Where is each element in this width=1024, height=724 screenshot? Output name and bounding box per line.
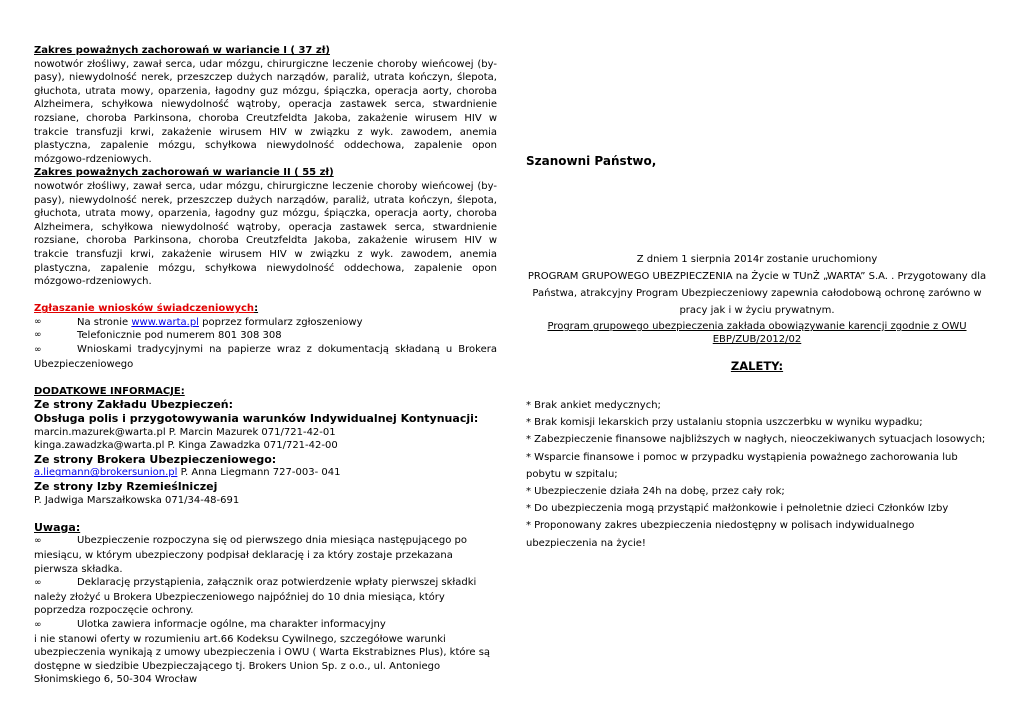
advantage-item: * Ubezpieczenie działa 24h na dobę, przez cały rok; [526, 486, 785, 498]
claims-item-website [34, 316, 497, 330]
broker-contact [34, 466, 497, 480]
claims-item3: Wnioskami tradycyjnymi na papierze wraz z dokumentacją składaną u Brokera Ubezpieczeniowego [34, 344, 497, 370]
chamber-contact: P. Jadwiga Marszałkowska 071/34-48-691 [34, 494, 240, 506]
advantages-heading: ZALETY: [730, 359, 784, 373]
claims-item1-prefix: Na stronie [77, 316, 132, 328]
waiting-period-line-2: EBP/ZUB/2012/02 [712, 334, 802, 345]
advantage-item: * Brak komisji lekarskich przy ustalaniu stopnia uszczerbku w wyniku wypadku; [526, 417, 923, 429]
note-1 [34, 534, 497, 576]
broker-email-link[interactable]: a.liegmann@brokersunion.pl [34, 467, 178, 479]
insurer-heading: Ze strony Zakładu Ubezpieczeń: [34, 398, 234, 412]
advantage-item: * Brak ankiet medycznych; [526, 400, 661, 411]
intro-line-2: PROGRAM GRUPOWEGO UBEZPIECZENIA na Życie w TUnŻ „WARTA” S.A. . Przygotowany dla [527, 271, 987, 282]
note-2 [34, 576, 497, 618]
infinity-bullet-icon: ∞ [34, 578, 42, 589]
infinity-bullet-icon: ∞ [34, 330, 42, 341]
infinity-bullet-icon: ∞ [34, 345, 42, 356]
advantage-item: * Wsparcie finansowe i pomoc w przypadku wystąpienia poważnego zachorowania lub pobytu w szpitalu; [526, 451, 958, 480]
intro-paragraph [526, 251, 988, 319]
broker-heading: Ze strony Brokera Ubezpieczeniowego: [34, 452, 277, 466]
note3-text: Ulotka zawiera informacje ogólne, ma charakter informacyjny [77, 618, 386, 630]
variant2-text: nowotwór złośliwy, zawał serca, udar mózgu, chirurgiczne leczenie choroby wieńcowej (by-pasy), niewydolność nerek, przeszczep dużych narządów, paraliż, utrata kończyn, ślepota, głuchota, utrata mowy, oparzenia, łagodny guz mózgu, śpiączka, operacja aorty, choroba Alzheimera, schyłkowa niewydolność wątroby, operacja zastawek serca, stwardnienie rozsiane, choroba Parkinsona, choroba Creutzfeldta Jakoba, zakażenie wirusem HIV w trakcie transfuzji krwi, zakażenie wirusem HIV w związku z wyk. zawodem, anemia plastyczna, zapalenie mózgu, schyłkowa niewydolność oddechowa, zapalenie opon mózgowo-rdzeniowych. [34, 180, 497, 288]
warta-website-link[interactable]: www.warta.pl [131, 316, 199, 328]
claims-item2: Telefonicznie pod numerem 801 308 308 [77, 330, 282, 342]
left-column [34, 44, 497, 687]
claims-item-phone [34, 329, 497, 343]
broker-contact-rest: P. Anna Liegmann 727-003- 041 [177, 467, 341, 479]
claims-heading-colon: : [254, 303, 259, 315]
notes-heading: Uwaga: [34, 520, 81, 534]
variant1-text: nowotwór złośliwy, zawał serca, udar mózgu, chirurgiczne leczenie choroby wieńcowej (by-pasy), niewydolność nerek, przeszczep dużych narządów, paraliż, utrata kończyn, ślepota, głuchota, utrata mowy, oparzenia, łagodny guz mózgu, śpiączka, operacja aorty, choroba Alzheimera, schyłkowa niewydolność wątroby, operacja zastawek serca, stwardnienie rozsiane, choroba Parkinsona, choroba Creutzfeldta Jakoba, zakażenie wirusem HIV w trakcie transfuzji krwi, zakażenie wirusem HIV w związku z wyk. zawodem, anemia plastyczna, zapalenie mózgu, schyłkowa niewydolność oddechowa, zapalenie opon mózgowo-rdzeniowych. [34, 58, 497, 165]
infinity-bullet-icon: ∞ [34, 619, 42, 630]
note1-text: Ubezpieczenie rozpoczyna się od pierwszego dnia miesiąca następującego po [77, 535, 467, 547]
advantage-item: * Do ubezpieczenia mogą przystąpić małżonkowie i pełnoletnie dzieci Członków Izby [526, 503, 949, 515]
greeting: Szanowni Państwo, [526, 154, 657, 168]
contact-mazurek: marcin.mazurek@warta.pl P. Marcin Mazurek 071/721-42-01 [34, 426, 336, 438]
variant1-heading: Zakres poważnych zachorowań w wariancie I ( 37 zł) [34, 45, 330, 56]
policies-heading: Obsługa polis i przygotowywania warunków Indywidualnej Kontynuacji: [34, 412, 479, 426]
claims-heading-row [34, 302, 497, 316]
right-column [526, 150, 988, 552]
contact-zawadzka: kinga.zawadzka@warta.pl P. Kinga Zawadzka 071/721-42-00 [34, 440, 338, 452]
advantages-list [526, 397, 988, 552]
note2-continuation: należy złożyć u Brokera Ubezpieczeniowego najpóźniej do 10 dnia miesiąca, który poprzedza rozpoczęcie ochrony. [34, 591, 445, 617]
claims-item1-suffix: poprzez formularz zgłoszeniowy [198, 316, 363, 328]
variant2-heading: Zakres poważnych zachorowań w wariancie II ( 55 zł) [34, 167, 334, 179]
intro-line-4: pracy jak i w życiu prywatnym. [679, 305, 835, 316]
intro-line-1: Z dniem 1 sierpnia 2014r zostanie uruchomiony [636, 254, 878, 265]
infinity-bullet-icon: ∞ [34, 536, 42, 547]
claims-item-paper [34, 343, 497, 371]
note3-continuation: i nie stanowi oferty w rozumieniu art.66 Kodeksu Cywilnego, szczegółowe warunki ubezpieczenia wynikają z umowy ubezpieczenia i OWU ( Warta Ekstrabiznes Plus), które są dostępne w siedzibie Ubezpieczającego tj. Brokers Union Sp. z o.o., ul. Antoniego Słonimskiego 6, 50-304 Wrocław [34, 633, 491, 686]
advantage-item: * Proponowany zakres ubezpieczenia niedostępny w polisach indywidualnego ubezpieczenia na życie! [526, 520, 915, 549]
waiting-period-line-1: Program grupowego ubezpieczenia zakłada obowiązywanie karencji zgodnie z OWU [547, 321, 967, 332]
note2-text: Deklarację przystąpienia, załącznik oraz potwierdzenie wpłaty pierwszej składki [77, 577, 477, 589]
infinity-bullet-icon: ∞ [34, 316, 42, 327]
note-3 [34, 618, 497, 687]
additional-info-heading: DODATKOWE INFORMACJE: [34, 385, 185, 397]
note1-continuation: miesiącu, w którym ubezpieczony podpisał deklarację i za który zostaje przekazana pierwsza składka. [34, 549, 453, 575]
intro-line-3: Państwa, atrakcyjny Program Ubezpieczeniowy zapewnia całodobową ochronę zarówno w [532, 288, 982, 299]
advantage-item: * Zabezpieczenie finansowe najbliższych w nagłych, nieoczekiwanych sytuacjach losowych; [526, 434, 986, 446]
claims-heading: Zgłaszanie wniosków świadczeniowych [34, 303, 255, 315]
chamber-heading: Ze strony Izby Rzemieślniczej [34, 480, 218, 493]
